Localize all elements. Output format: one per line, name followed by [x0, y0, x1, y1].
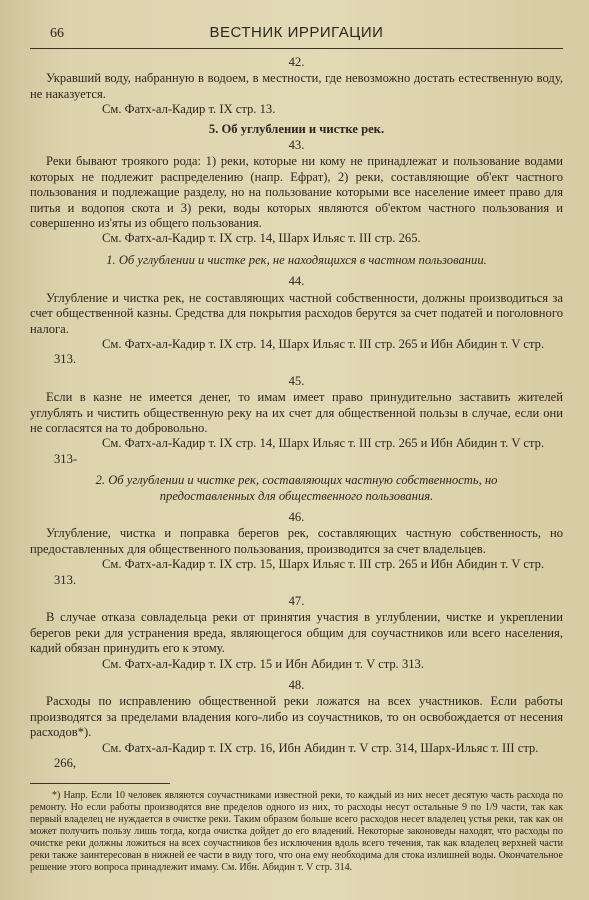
article-43-number: 43.	[288, 138, 305, 153]
article-47-source: См. Фатх-ал-Кадир т. IX стр. 15 и Ибн Абидин т. V стр. 313.	[102, 656, 425, 671]
article-46-text: Углубление, чистка и поправка берегов рек, составляющих частную собственность, но предоставленных для общественного пользования, производится за счет владельцев.	[30, 526, 563, 556]
page-number: 66	[50, 26, 64, 41]
article-42-text: Укравший воду, набранную в водоем, в местности, где невозможно достать естественную воду, не наказуется.	[30, 71, 563, 101]
article-46-number: 46.	[288, 509, 305, 524]
subsection-2-title: 2. Об углублении и чистке рек, составляющих частную собственность, но предоставленных для общественного пользования.	[95, 473, 498, 503]
article-42-number: 42.	[288, 55, 305, 69]
article-43-source: См. Фатх-ал-Кадир т. IX стр. 14, Шарх Ильяс т. III стр. 265.	[102, 231, 421, 246]
footnote-divider	[30, 783, 170, 784]
article-48-text: Расходы по исправлению общественной реки ложатся на всех участников. Если работы производятся за пределами владения кого-либо из соучастников, то он освобождается от несения расходов*).	[30, 694, 563, 740]
article-45-text: Если в казне не имеется денег, то имам имеет право принудительно заставить жителей углублять и чистить общественную реку на их счет для общественной пользы в случае, если они не согласятся на то добровольно.	[30, 390, 563, 435]
article-48-number: 48.	[288, 678, 305, 693]
article-44-text: Углубление и чистка рек, не составляющих частной собственности, должны производиться за счет общественной казны. Средства для покрытия расходов берутся за счет податей и поголовного налога.	[30, 290, 563, 336]
section-5-title: 5. Об углублении и чистке рек.	[208, 121, 385, 136]
article-43-text: Реки бывают трoякого рода: 1) реки, которые ни кому не принадлежат и пользование водами которых не подлежит распределению (напр. Ефрат), 2) реки, составляющие об'ект частного пользования и подлежащие разделу, но на пользование которыми все население имеет право для питья и водопоя скота и 3) реки, воды которых являются об'ектом частного пользования и совершенно из'яты из общего пользования.	[30, 154, 563, 231]
article-48-source: См. Фатх-ал-Кадир т. IX стр. 16, Ибн Абидин т. V стр. 314, Шарх-Ильяс т. III стр. 266,	[54, 740, 539, 771]
article-45-source: См. Фатх-ал-Кадир т. IX стр. 14, Шарх Ильяс т. III стр. 265 и Ибн Абидин т. V стр. 313-	[54, 436, 545, 466]
article-42-source: См. Фатх-ал-Кадир т. IX стр. 13.	[102, 102, 276, 117]
document-body	[30, 55, 563, 874]
page-header	[30, 22, 563, 49]
article-47-text: В случае отказа совладельца реки от принятия участия в углублении, чистке и укреплении берегов реки для устранения вреда, являющегося общим для соучастников или всего населения, кадий обязан принудить его к этому.	[30, 610, 563, 656]
article-44-number: 44.	[288, 274, 305, 289]
article-45-number: 45.	[288, 373, 305, 388]
subsection-1-title: 1. Об углублении и чистке рек, не находящихся в частном пользовании.	[106, 252, 487, 267]
journal-title: ВЕСТНИК ИРРИГАЦИИ	[209, 24, 384, 41]
footnote: *) Напр. Если 10 человек являются соучастниками известной реки, то каждый из них несет десятую часть расхода по ремонту. Но если работы производятся вне пределов одного из них, то расходы несут остальные 9 по 1/9 части, так как первый владелец не нуждается в очистке реки. Таким образом больше всего расходов несет владелец устья реки, так как он может получить пользу лишь тогда, когда очистка дойдет до его владений. Некоторые законоведы находят, что расходы по очистке реки должны ложиться на всех соучастников без исключения вдоль всего течения, так как владелец верхней части реки также заинтересован в нижней ее части в виду того, что она ему необходима для стока излишней воды. Окончательное решение этого вопроса принадлежит имаму. См. Ибн. Абидин т. V стр. 314.	[30, 790, 563, 874]
article-44-source: См. Фатх-ал-Кадир т. IX стр. 14, Шарх Ильяс т. III стр. 265 и Ибн Абидин т. V стр. 313.	[54, 336, 545, 367]
article-47-number: 47.	[288, 594, 305, 608]
article-46-source: См. Фатх-ал-Кадир т. IX стр. 15, Шарх Ильяс т. III стр. 265 и Ибн Абидин т. V стр. 313.	[54, 557, 545, 587]
